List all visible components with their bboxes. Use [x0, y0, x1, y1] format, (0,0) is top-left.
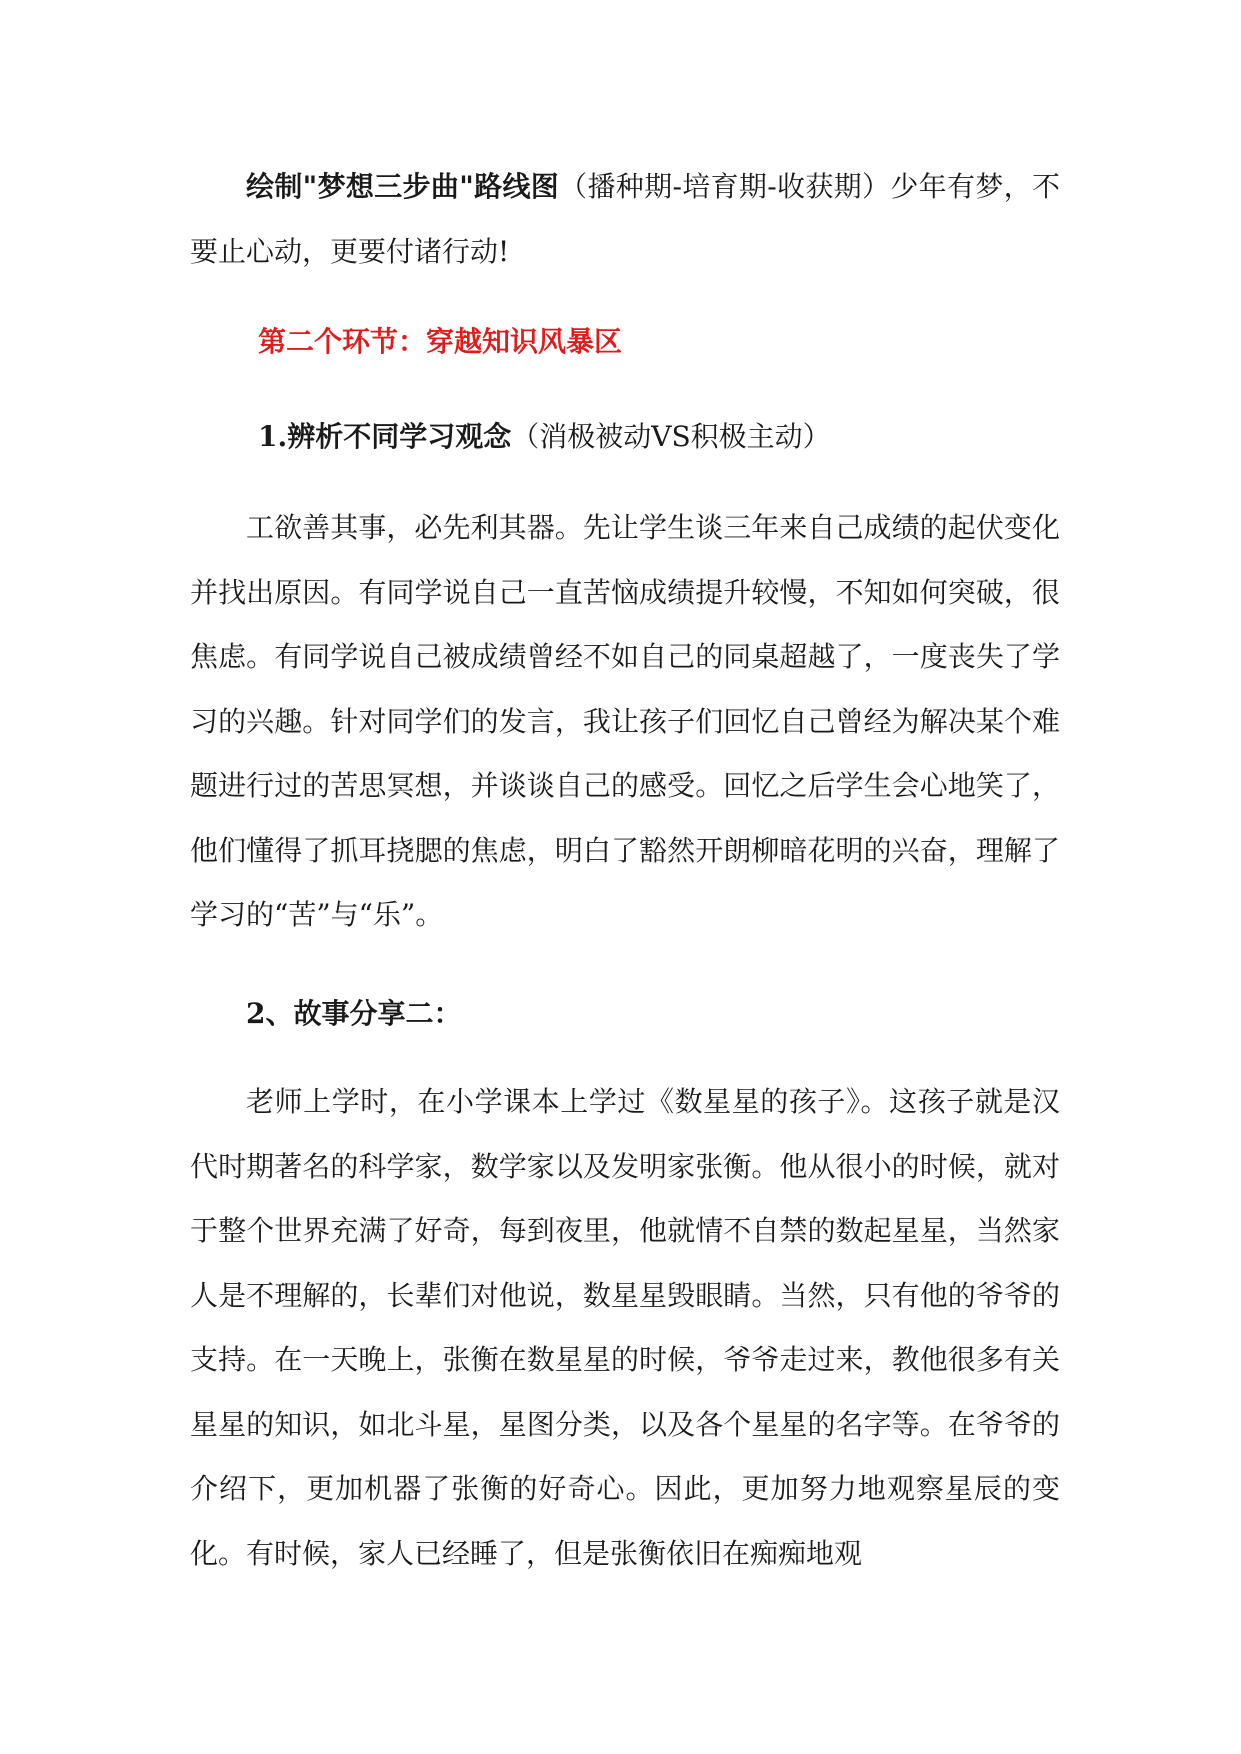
story-paragraph: 老师上学时，在小学课本上学过《数星星的孩子》。这孩子就是汉代时期著名的科学家，数学家以及发明家张衡。他从很小的时候，就对于整个世界充满了好奇，每到夜里，他就情不自禁的数起星星，当然家人是不理解的，长辈们对他说，数星星毁眼睛。当然，只有他的爷爷的支持。在一天晚上，张衡在数星星的时候，爷爷走过来，教他很多有关星星的知识，如北斗星，星图分类，以及各个星星的名字等。在爷爷的介绍下，更加机器了张衡的好奇心。因此，更加努力地观察星辰的变化。有时候，家人已经睡了，但是张衡依旧在痴痴地观: [190, 1085, 1060, 1570]
item1-heading: [258, 405, 831, 469]
item1-normal-text: （消极被动VS积极主动）: [511, 420, 831, 453]
intro-bold-text: 绘制"梦想三步曲"路线图: [246, 170, 560, 203]
section-heading: 第二个环节：穿越知识风暴区: [258, 325, 623, 358]
learning-paragraph: 工欲善其事，必先利其器。先让学生谈三年来自己成绩的起伏变化并找出原因。有同学说自己一直苦恼成绩提升较慢，不知如何突破，很焦虑。有同学说自己被成绩曾经不如自己的同桌超越了，一度丧失了学习的兴趣。针对同学们的发言，我让孩子们回忆自己曾经为解决某个难题进行过的苦思冥想，并谈谈自己的感受。回忆之后学生会心地笑了，他们懂得了抓耳挠腮的焦虑，明白了豁然开朗柳暗花明的兴奋，理解了学习的“苦”与“乐”。: [190, 511, 1060, 931]
intro-paragraph: [190, 155, 1060, 284]
item1-bold-text: 1.辨析不同学习观念: [258, 420, 512, 453]
item2-heading: 2、故事分享二：: [246, 997, 462, 1030]
intro-normal-text: （播种期-培育期-收获期）少年有梦，不要止心动，更要付诸行动!: [190, 170, 1060, 268]
